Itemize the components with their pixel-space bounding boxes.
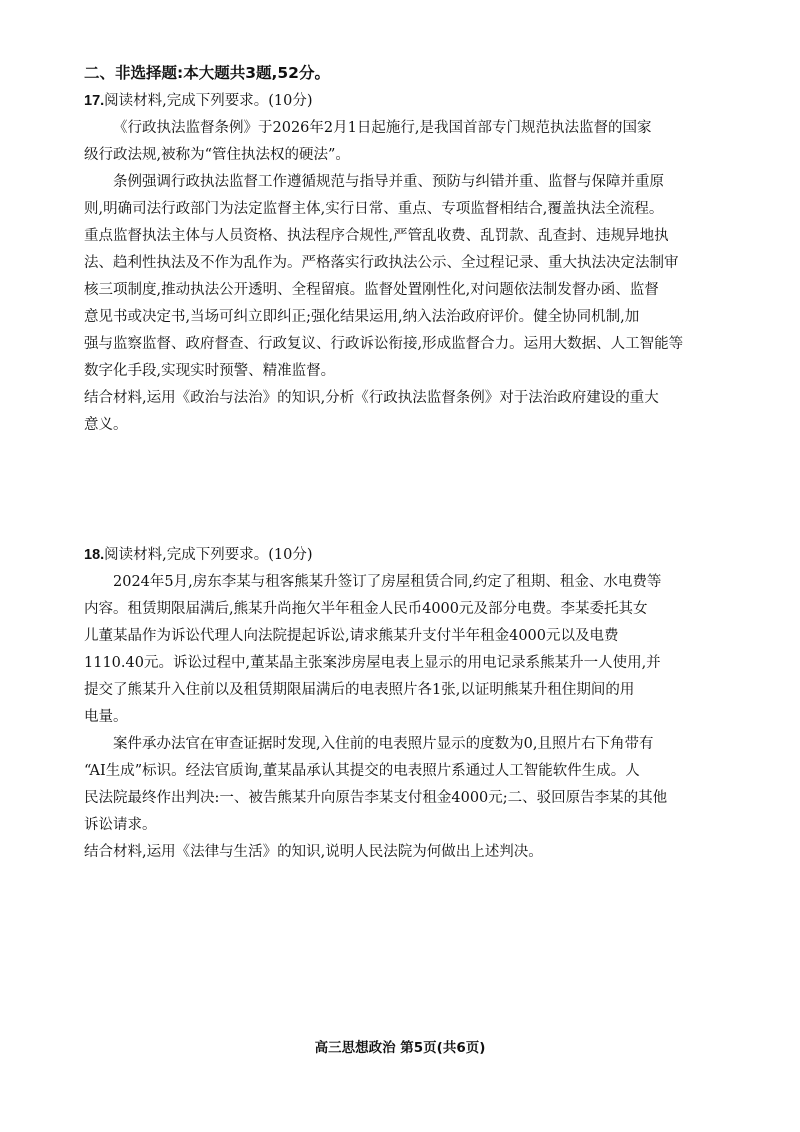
question-requirement	[84, 839, 744, 866]
question-17	[84, 88, 744, 439]
question-title	[84, 542, 744, 569]
text-line: 数字化手段,实现实时预警、精准监督。	[84, 363, 336, 379]
page-footer: 高三思想政治 第5页(共6页)	[314, 1040, 486, 1056]
material-paragraph	[84, 731, 744, 839]
question-number: 18.	[84, 547, 105, 563]
text-line: 则,明确司法行政部门为法定监督主体,实行日常、重点、专项监督相结合,覆盖执法全流程。	[84, 201, 664, 217]
text-line: 民法院最终作出判决:一、被告熊某升向原告李某支付租金4000元;二、驳回原告李某的其他	[84, 790, 668, 806]
text-line: 提交了熊某升入住前以及租赁期限届满后的电表照片各1张,以证明熊某升租住期间的用	[84, 682, 635, 698]
text-line: 诉讼请求。	[84, 817, 157, 833]
text-line: 意义。	[84, 417, 128, 433]
text-line: 内容。租赁期限届满后,熊某升尚拖欠半年租金人民币4000元及部分电费。李某委托其女	[84, 601, 648, 617]
section-title: 二、非选择题:本大题共3题,52分。	[84, 64, 330, 82]
text-line: 重点监督执法主体与人员资格、执法程序合规性,严管乱收费、乱罚款、乱查封、违规异地执	[84, 228, 669, 244]
text-line: “AI生成”标识。经法官质询,董某晶承认其提交的电表照片系通过人工智能软件生成。人	[84, 763, 640, 779]
text-line: 核三项制度,推动执法公开透明、全程留痕。监督处置刚性化,对问题依法制发督办函、监督	[84, 282, 659, 298]
text-line: 《行政执法监督条例》于2026年2月1日起施行,是我国首部专门规范执法监督的国家	[113, 120, 652, 136]
text-line: 1110.40元。诉讼过程中,董某晶主张案涉房屋电表上显示的用电记录系熊某升一人使用,并	[84, 655, 661, 671]
text-line: 强与监察监督、政府督查、行政复议、行政诉讼衔接,形成监督合力。运用大数据、人工智能等	[84, 336, 684, 352]
text-line: 结合材料,运用《政治与法治》的知识,分析《行政执法监督条例》对于法治政府建设的重大	[84, 390, 659, 406]
question-18	[84, 542, 744, 866]
material-paragraph	[84, 115, 744, 169]
question-title-text: 阅读材料,完成下列要求。(10分)	[104, 547, 313, 563]
text-line: 电量。	[84, 709, 128, 725]
text-line: 结合材料,运用《法律与生活》的知识,说明人民法院为何做出上述判决。	[84, 844, 543, 860]
text-line: 法、趋利性执法及不作为乱作为。严格落实行政执法公示、全过程记录、重大执法决定法制审	[84, 255, 679, 271]
question-requirement	[84, 385, 744, 439]
text-line: 儿董某晶作为诉讼代理人向法院提起诉讼,请求熊某升支付半年租金4000元以及电费	[84, 628, 619, 644]
text-line: 条例强调行政执法监督工作遵循规范与指导并重、预防与纠错并重、监督与保障并重原	[113, 174, 664, 190]
material-paragraph	[84, 569, 744, 731]
text-line: 意见书或决定书,当场可纠立即纠正;强化结果运用,纳入法治政府评价。健全协同机制,加	[84, 309, 640, 325]
text-line: 级行政法规,被称为“管住执法权的硬法”。	[84, 147, 350, 163]
text-line: 2024年5月,房东李某与租客熊某升签订了房屋租赁合同,约定了租期、租金、水电费等	[113, 574, 662, 590]
question-title	[84, 88, 744, 115]
text-line: 案件承办法官在审查证据时发现,入住前的电表照片显示的度数为0,且照片右下角带有	[113, 736, 654, 752]
question-number: 17.	[84, 93, 105, 109]
question-title-text: 阅读材料,完成下列要求。(10分)	[104, 93, 313, 109]
material-paragraph	[84, 169, 744, 385]
